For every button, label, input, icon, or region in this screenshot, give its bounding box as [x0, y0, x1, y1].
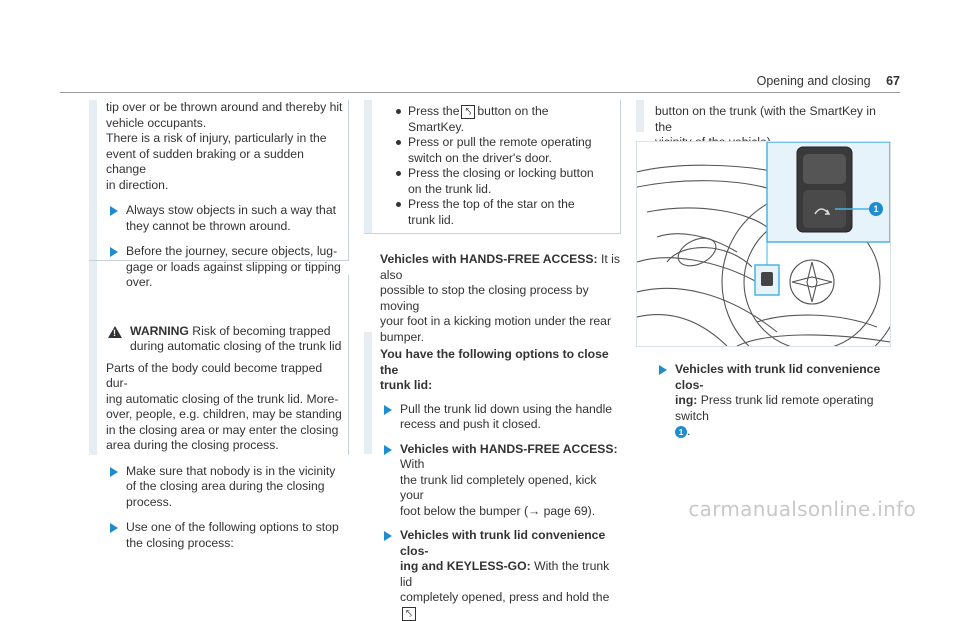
list-item: Press the top of the star on the trunk lid.: [394, 197, 620, 228]
callout-marker: 1: [869, 202, 883, 216]
options-box-edge: [620, 100, 621, 233]
instruction-step: Use one of the following options to stop the closing process:: [106, 520, 346, 551]
trunk-switch-illustration: [636, 141, 891, 347]
trunk-button-icon: ⤣: [402, 607, 416, 621]
door-panel-drawing: [637, 142, 890, 346]
section-title: Opening and closing: [756, 74, 871, 88]
intro-line: event of sudden braking or a sudden change: [106, 146, 304, 176]
callout-marker: 1: [675, 426, 687, 438]
continuation-bar: [636, 100, 644, 132]
options-heading: You have the following options to close the trunk lid:: [380, 347, 609, 392]
column-3: button on the trunk (with the SmartKey in the: [655, 104, 876, 134]
list-item: Press the ⤣ button on the SmartKey.: [394, 104, 620, 135]
warning-heading: ! WARNING Risk of becoming trapped during automatic closing of the trunk lid: [106, 324, 346, 355]
instruction-step: Pull the trunk lid down using the handle recess and push it closed.: [380, 402, 620, 433]
note-box-bar: [89, 100, 97, 455]
instruction-step: Vehicles with trunk lid convenience clos- ing and KEYLESS-GO: With the trunk lid completely opened, press and hold the⤣: [380, 528, 620, 621]
smartkey-trunk-icon: ⤣: [461, 105, 475, 119]
stop-options-list: [380, 104, 620, 228]
warning-triangle-icon: !: [108, 326, 122, 338]
options-box-bar: [364, 100, 372, 233]
intro-line: vehicle occupants.: [106, 115, 207, 130]
instruction-step: Always stow objects in such a way that they cannot be thrown around.: [106, 203, 346, 234]
instruction-step: Make sure that nobody is in the vicinity of the closing area during the closing process.: [106, 464, 346, 511]
column-2: [380, 104, 620, 621]
instruction-step: Before the journey, secure objects, lug- gage or loads against slipping or tipping over.: [106, 244, 346, 291]
steps-bar: [364, 332, 372, 454]
instruction-step: Vehicles with HANDS-FREE ACCESS: With the trunk lid completely opened, kick your foot below the bumper (→ page 69).: [380, 442, 620, 520]
column-1: [106, 100, 346, 551]
page-header: [757, 74, 900, 88]
list-item: Press the closing or locking button on the trunk lid.: [394, 166, 620, 197]
list-item: Press or pull the remote operating switch on the driver's door.: [394, 135, 620, 166]
warning-box-edge: [348, 275, 349, 455]
instruction-step: Vehicles with trunk lid convenience clos- ing: Press trunk lid remote operating switch 1 .: [655, 362, 895, 440]
intro-line: tip over or be thrown around and thereby hit: [106, 100, 343, 114]
warning-body: Parts of the body could become trapped dur- ing automatic closing of the trunk lid. More- over, people, e.g. children, may be standing in the closing area or may enter the closing area during the closing process.: [106, 360, 342, 452]
note-box-edge: [348, 100, 349, 260]
intro-line: There is a risk of injury, particularly in the: [106, 131, 327, 145]
page-number: 67: [886, 74, 900, 88]
warning-label: WARNING: [130, 323, 189, 338]
watermark: carmanualsonline.info: [688, 497, 916, 521]
hands-free-paragraph: Vehicles with HANDS-FREE ACCESS: It is also possible to stop the closing process by moving your foot in a kicking motion under the rear bumper.: [380, 252, 620, 344]
warning-block: [106, 324, 346, 552]
column-3-step: [655, 362, 895, 440]
header-rule: [60, 92, 900, 93]
intro-line: in direction.: [106, 177, 169, 192]
